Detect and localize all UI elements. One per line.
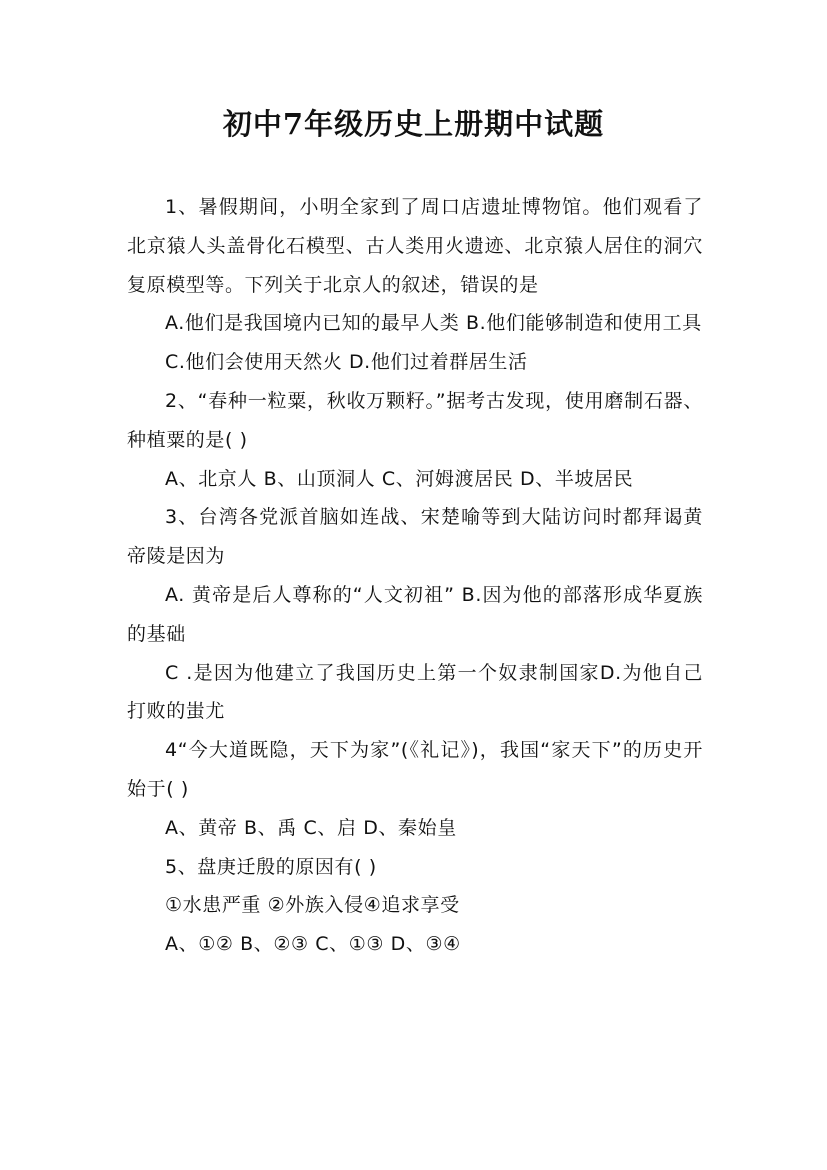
question-1-options-cd: C.他们会使用天然火 D.他们过着群居生活 xyxy=(165,351,528,374)
question-3-options-cd: C .是因为他建立了我国历史上第一个奴隶制国家D.为他自己打败的蚩尤 xyxy=(127,661,703,723)
question-2-stem: 2、“春种一粒粟，秋收万颗籽。”据考古发现，使用磨制石器、种植粟的是( ) xyxy=(127,389,703,451)
question-2-options: A、北京人 B、山顶洞人 C、河姆渡居民 D、半坡居民 xyxy=(165,467,634,490)
question-1-stem: 1、暑假期间，小明全家到了周口店遗址博物馆。他们观看了北京猿人头盖骨化石模型、古人类用火遗迹、北京猿人居住的洞穴复原模型等。下列关于北京人的叙述，错误的是 xyxy=(127,196,703,296)
question-3-options-ab: A. 黄帝是后人尊称的“人文初祖” B.因为他的部落形成华夏族的基础 xyxy=(127,583,703,645)
document-body xyxy=(127,188,703,964)
question-1-options-ab: A.他们是我国境内已知的最早人类 B.他们能够制造和使用工具 xyxy=(165,312,702,335)
question-5-options: A、①② B、②③ C、①③ D、③④ xyxy=(165,933,461,956)
document-title: 初中7年级历史上册期中试题 xyxy=(222,107,605,141)
question-5-stem: 5、盘庚迁殷的原因有( ) xyxy=(165,855,377,878)
question-4-stem: 4“今大道既隐，天下为家”(《礼记》)，我国“家天下”的历史开始于( ) xyxy=(127,739,703,800)
question-3-stem: 3、台湾各党派首脑如连战、宋楚喻等到大陆访问时都拜谒黄帝陵是因为 xyxy=(127,506,703,568)
question-4-options: A、黄帝 B、禹 C、启 D、秦始皇 xyxy=(165,816,457,839)
question-5-items: ①水患严重 ②外族入侵④追求享受 xyxy=(165,894,460,917)
